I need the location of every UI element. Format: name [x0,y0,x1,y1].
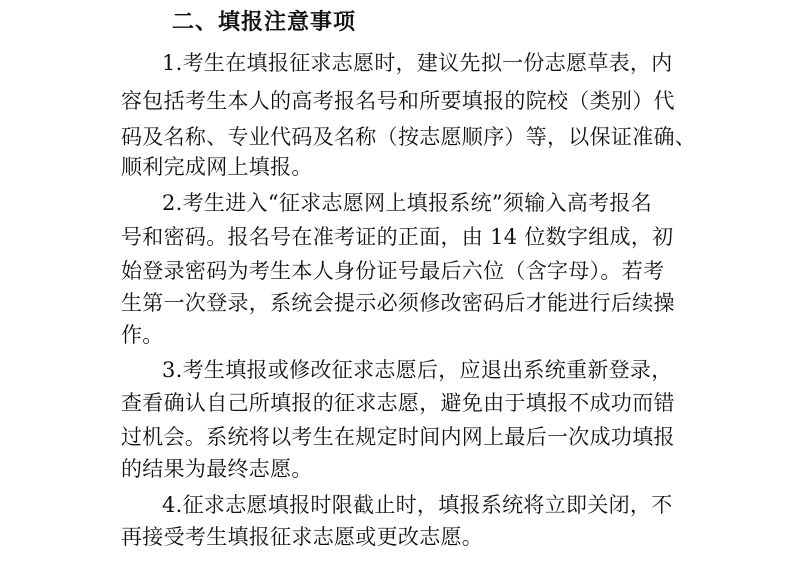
paragraph-line: 2.考生进入“征求志愿网上填报系统”须输入高考报名 [162,191,653,215]
paragraph-line: 再接受考生填报征求志愿或更改志愿。 [121,525,484,549]
paragraph-line: 号和密码。报名号在准考证的正面，由 14 位数字组成，初 [121,225,674,249]
paragraph-line: 码及名称、专业代码及名称（按志愿顺序）等，以保证准确、 [121,125,697,149]
paragraph-line: 1.考生在填报征求志愿时，建议先拟一份志愿草表，内 [162,51,673,75]
paragraph-line: 3.考生填报或修改征求志愿后，应退出系统重新登录， [162,358,673,382]
paragraph-line: 容包括考生本人的高考报名号和所要填报的院校（类别）代 [121,89,675,113]
paragraph-line: 生第一次登录，系统会提示必须修改密码后才能进行后续操 [121,291,675,315]
paragraph-line: 过机会。系统将以考生在规定时间内网上最后一次成功填报 [121,425,675,449]
paragraph-line: 始登录密码为考生本人身份证号最后六位（含字母）。若考 [121,259,665,283]
paragraph-line: 的结果为最终志愿。 [121,457,313,481]
paragraph-line: 4.征求志愿填报时限截止时，填报系统将立即关闭，不 [162,493,673,517]
paragraph-line: 查看确认自己所填报的征求志愿，避免由于填报不成功而错 [121,391,675,415]
paragraph-line: 作。 [121,323,164,347]
section-heading: 二、填报注意事项 [172,10,357,35]
paragraph-line: 顺利完成网上填报。 [121,155,313,179]
